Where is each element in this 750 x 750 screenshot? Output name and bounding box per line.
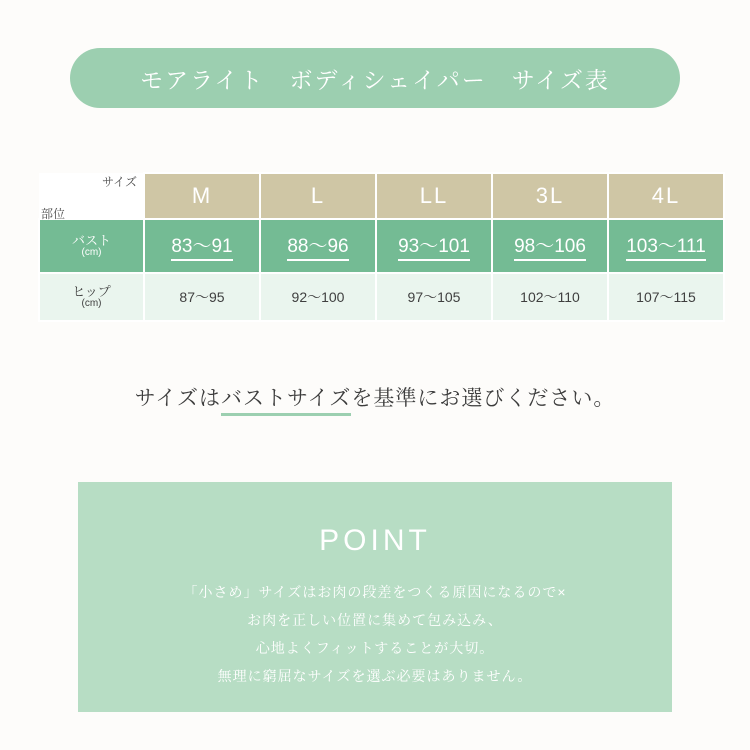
row-label-bust-text: バスト (71, 232, 111, 248)
note-suffix: を基準にお選びください。 (351, 387, 616, 410)
column-header-m: M (144, 173, 260, 219)
page-title: モアライト ボディシェイパー サイズ表 (140, 66, 610, 93)
cell-bust-ll-value: 93〜101 (398, 231, 470, 261)
cell-bust-l (260, 219, 376, 273)
cell-bust-4l (608, 219, 724, 273)
page-title-banner (70, 48, 680, 108)
cell-bust-l-value: 88〜96 (287, 231, 348, 261)
row-label-hip-text: ヒップ (72, 283, 111, 299)
column-header-ll: LL (376, 173, 492, 219)
table-row (39, 219, 724, 273)
row-label-hip-unit: (cm) (81, 297, 102, 309)
point-line-3: 心地よくフィットすることが大切。 (255, 640, 495, 656)
column-header-l: L (260, 173, 376, 219)
cell-hip-ll: 97〜105 (376, 273, 492, 321)
cell-bust-4l-value: 103〜111 (626, 231, 706, 261)
selection-guidance-note (0, 382, 750, 412)
cell-hip-4l: 107〜115 (608, 273, 724, 321)
point-body (183, 578, 566, 690)
point-line-4: 無理に窮屈なサイズを選ぶ必要はありません。 (217, 668, 533, 684)
cell-bust-m (144, 219, 260, 273)
size-table-wrapper (38, 172, 723, 322)
table-header-row (39, 173, 724, 219)
point-line-1: 「小さめ」サイズはお肉の段差をつくる原因になるので× (183, 584, 567, 600)
row-label-hip (39, 273, 144, 321)
point-line-2: お肉を正しい位置に集めて包み込み、 (247, 612, 503, 628)
note-highlight: バストサイズ (221, 387, 351, 416)
cell-hip-l: 92〜100 (260, 273, 376, 321)
row-label-bust-unit: (cm) (81, 246, 102, 258)
corner-size-label: サイズ (101, 175, 137, 189)
point-panel (78, 482, 672, 712)
column-header-3l: 3L (492, 173, 608, 219)
cell-hip-m: 87〜95 (144, 273, 260, 321)
cell-hip-3l: 102〜110 (492, 273, 608, 321)
table-row (39, 273, 724, 321)
column-header-4l: 4L (608, 173, 724, 219)
cell-bust-ll (376, 219, 492, 273)
size-table (38, 172, 725, 322)
note-prefix: サイズは (134, 387, 221, 410)
point-heading: POINT (319, 524, 431, 557)
cell-bust-m-value: 83〜91 (171, 231, 232, 261)
row-label-bust (39, 219, 144, 273)
table-corner-cell (39, 173, 144, 219)
cell-bust-3l-value: 98〜106 (514, 231, 586, 261)
corner-part-label: 部位 (41, 207, 66, 221)
cell-bust-3l (492, 219, 608, 273)
